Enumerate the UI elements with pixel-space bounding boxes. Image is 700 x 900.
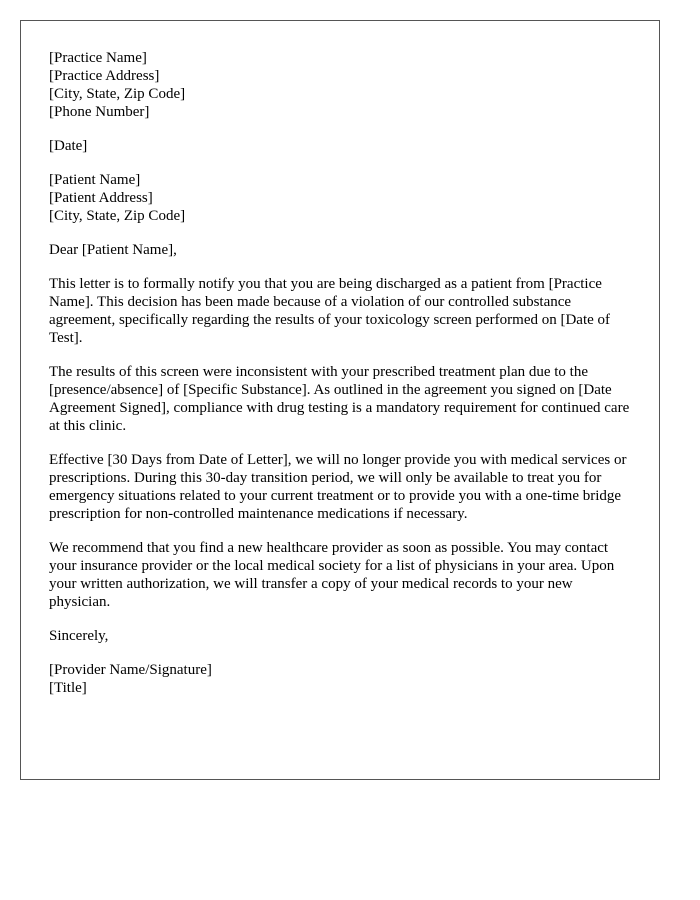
recipient-address-block [49, 171, 631, 225]
letter-page [20, 20, 660, 780]
provider-signature: [Provider Name/Signature] [49, 662, 212, 678]
practice-city-state-zip: [City, State, Zip Code] [49, 86, 186, 102]
closing: Sincerely, [49, 628, 109, 644]
body-paragraph-notice: This letter is to formally notify you that you are being discharged as a patient from [Practice Name]. This decision has been made because of a violation of our controlled substance agreement, specifically regarding the results of your toxicology screen performed on [Date of Test]. [49, 276, 611, 346]
body-paragraph-effective-date: Effective [30 Days from Date of Letter], we will no longer provide you with medical services or prescriptions. During this 30-day transition period, we will only be available to treat you for emergency situations related to your current treatment or to provide you with a one-time bridge prescription for non-controlled maintenance medications if necessary. [49, 452, 627, 522]
signature-block [49, 661, 631, 697]
patient-name: [Patient Name] [49, 172, 141, 188]
body-paragraph-results: The results of this screen were inconsistent with your prescribed treatment plan due to the [presence/absence] of [Specific Substance]. As outlined in the agreement you signed on [Date Agreement Signed], compliance with drug testing is a mandatory requirement for continued care at this clinic. [49, 364, 630, 434]
patient-city-state-zip: [City, State, Zip Code] [49, 208, 186, 224]
provider-title: [Title] [49, 680, 87, 696]
practice-name: [Practice Name] [49, 50, 147, 66]
patient-address: [Patient Address] [49, 190, 153, 206]
practice-phone: [Phone Number] [49, 104, 150, 120]
salutation: Dear [Patient Name], [49, 242, 177, 258]
body-paragraph-recommendation: We recommend that you find a new healthcare provider as soon as possible. You may contact your insurance provider or the local medical society for a list of physicians in your area. Upon your written authorization, we will transfer a copy of your medical records to your new physician. [49, 540, 615, 610]
sender-address-block [49, 49, 631, 121]
practice-address: [Practice Address] [49, 68, 160, 84]
letter-date: [Date] [49, 138, 88, 154]
